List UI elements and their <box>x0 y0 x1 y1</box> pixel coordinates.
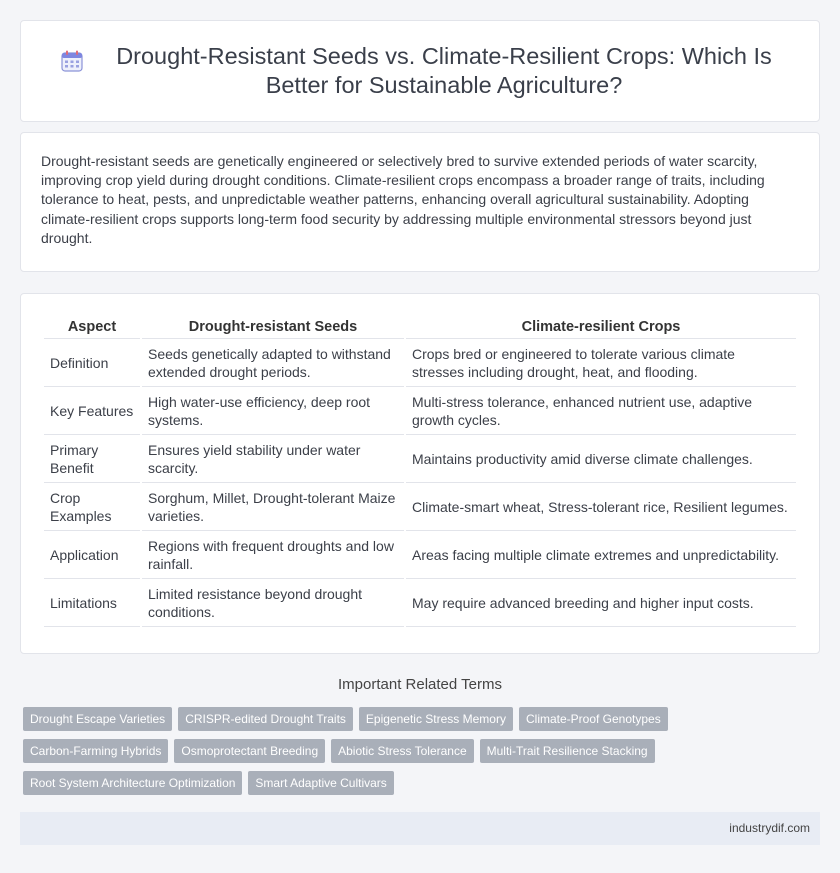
related-term-tag[interactable]: Smart Adaptive Cultivars <box>248 771 393 795</box>
related-term-tag[interactable]: Climate-Proof Genotypes <box>519 707 668 731</box>
footer <box>20 812 820 845</box>
related-term-tag[interactable]: Drought Escape Varieties <box>23 707 172 731</box>
header-drought-seeds: Drought-resistant Seeds <box>142 316 404 339</box>
calendar-icon <box>61 50 83 72</box>
row-climate-value: Areas facing multiple climate extremes and unpredictability. <box>406 531 796 579</box>
row-aspect: Definition <box>44 339 140 387</box>
table-row <box>44 387 796 435</box>
row-drought-value: Regions with frequent droughts and low rainfall. <box>142 531 404 579</box>
related-term-tag[interactable]: Osmoprotectant Breeding <box>174 739 325 763</box>
related-term-tag[interactable]: Root System Architecture Optimization <box>23 771 242 795</box>
table-row <box>44 339 796 387</box>
title-row <box>61 42 779 100</box>
row-climate-value: Crops bred or engineered to tolerate various climate stresses including drought, heat, and flooding. <box>406 339 796 387</box>
header-card <box>20 20 820 122</box>
intro-text: Drought-resistant seeds are genetically engineered or selectively bred to survive extended periods of water scarcity, improving crop yield during drought conditions. Climate-resilient crops encompass a broader range of traits, including tolerance to heat, pests, and unpredictable weather patterns, enhancing overall agricultural sustainability. Adopting climate-resilient crops supports long-term food security by addressing multiple environmental stressors beyond just drought. <box>41 153 765 246</box>
row-drought-value: High water-use efficiency, deep root systems. <box>142 387 404 435</box>
row-climate-value: Maintains productivity amid diverse climate challenges. <box>406 435 796 483</box>
related-term-tag[interactable]: CRISPR-edited Drought Traits <box>178 707 353 731</box>
row-drought-value: Seeds genetically adapted to withstand extended drought periods. <box>142 339 404 387</box>
comparison-table <box>42 316 798 627</box>
row-aspect: Limitations <box>44 579 140 627</box>
row-climate-value: May require advanced breeding and higher input costs. <box>406 579 796 627</box>
comparison-card <box>20 293 820 654</box>
row-drought-value: Sorghum, Millet, Drought-tolerant Maize varieties. <box>142 483 404 531</box>
related-term-tag[interactable]: Epigenetic Stress Memory <box>359 707 513 731</box>
table-header-row <box>44 316 796 339</box>
row-aspect: Primary Benefit <box>44 435 140 483</box>
page-title: Drought-Resistant Seeds vs. Climate-Resilient Crops: Which Is Better for Sustainable Agriculture? <box>116 43 772 98</box>
row-climate-value: Climate-smart wheat, Stress-tolerant rice, Resilient legumes. <box>406 483 796 531</box>
row-drought-value: Limited resistance beyond drought conditions. <box>142 579 404 627</box>
table-row <box>44 579 796 627</box>
row-aspect: Application <box>44 531 140 579</box>
table-row <box>44 435 796 483</box>
row-aspect: Crop Examples <box>44 483 140 531</box>
related-term-tag[interactable]: Carbon-Farming Hybrids <box>23 739 168 763</box>
table-row <box>44 483 796 531</box>
intro-card <box>20 132 820 272</box>
row-climate-value: Multi-stress tolerance, enhanced nutrient use, adaptive growth cycles. <box>406 387 796 435</box>
row-aspect: Key Features <box>44 387 140 435</box>
footer-site-link[interactable]: industrydif.com <box>729 821 810 835</box>
header-climate-crops: Climate-resilient Crops <box>406 316 796 339</box>
table-row <box>44 531 796 579</box>
related-term-tag[interactable]: Abiotic Stress Tolerance <box>331 739 474 763</box>
header-aspect: Aspect <box>44 316 140 339</box>
row-drought-value: Ensures yield stability under water scarcity. <box>142 435 404 483</box>
related-terms-list <box>20 707 723 803</box>
related-terms-title: Important Related Terms <box>338 676 502 693</box>
related-term-tag[interactable]: Multi-Trait Resilience Stacking <box>480 739 655 763</box>
